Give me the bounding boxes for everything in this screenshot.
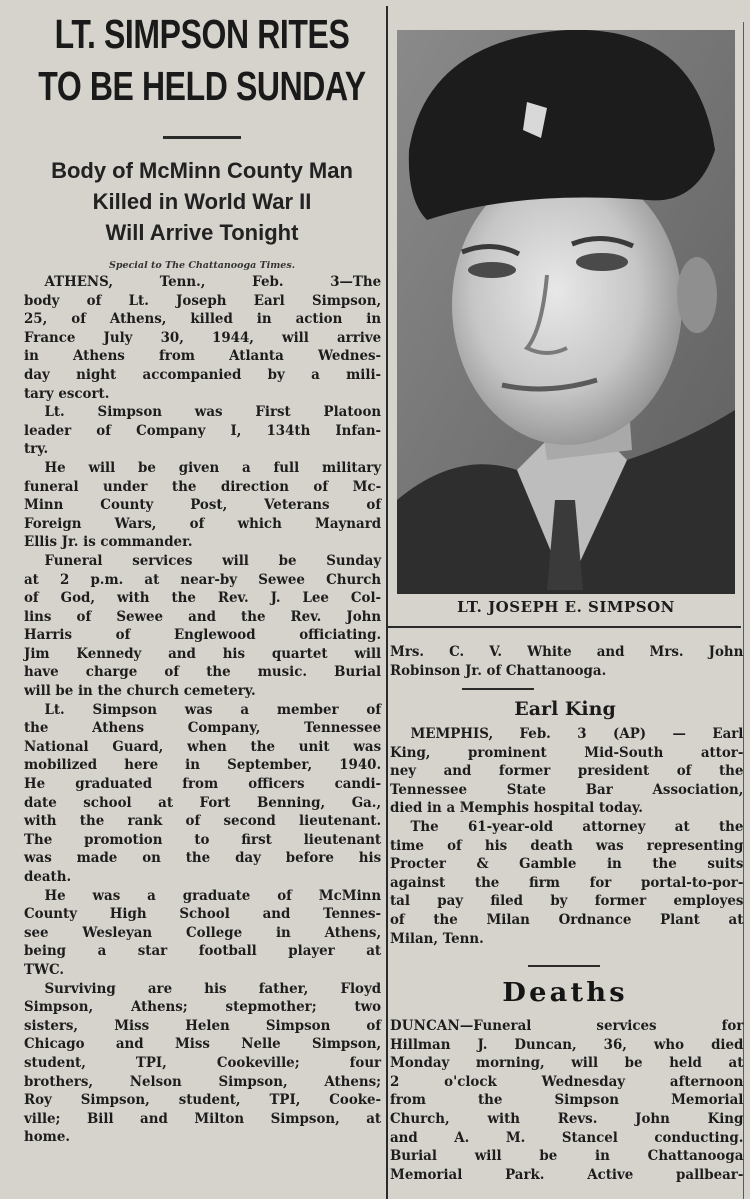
article-body — [24, 273, 381, 1147]
obituary-lead-rest: —Funeral services for — [459, 1017, 744, 1034]
article-paragraph — [24, 403, 381, 459]
earl-king-section — [390, 690, 750, 720]
text-line: Chicago and Miss Nelle Simpson, — [24, 1035, 382, 1053]
text-line: Surviving are his father, Floyd — [44, 979, 382, 997]
text-line: ATHENS, Tenn., Feb. 3—The — [44, 273, 382, 290]
text-line: The 61-year-old attorney at the — [410, 817, 744, 835]
text-line: ney and former president of the — [390, 762, 744, 780]
text-line: Funeral services will be Sunday — [44, 551, 382, 569]
article-paragraph — [390, 818, 743, 948]
text-line: leader of Company I, 134th Infan- — [24, 421, 382, 439]
caption-rule — [387, 626, 741, 628]
article-paragraph — [24, 273, 381, 403]
text-line: He was a graduate of McMinn — [44, 886, 382, 904]
text-line: 25, of Athens, killed in action in — [24, 310, 382, 328]
portrait-photo — [397, 30, 735, 594]
deaths-section — [390, 978, 750, 1008]
deaths-rule-top — [528, 965, 750, 967]
continued-paragraph — [390, 643, 743, 680]
headline-line: LT. SIMPSON RITES — [54, 11, 350, 57]
text-line: France July 30, 1944, will arrive — [24, 328, 382, 346]
text-line: Jim Kennedy and his quartet will — [24, 644, 382, 662]
text-line: tary escort. — [24, 384, 110, 402]
text-line: National Guard, when the unit was — [24, 737, 382, 755]
text-line: being a star football player at — [24, 942, 382, 960]
text-line: mobilized here in September, 1940. — [24, 756, 382, 774]
headline — [24, 8, 380, 112]
text-line: The promotion to first lieutenant — [24, 830, 382, 848]
text-line: with the rank of second lieutenant. — [24, 812, 382, 830]
text-line: ville; Bill and Milton Simpson, at — [24, 1109, 382, 1127]
text-line: King, prominent Mid-South attor- — [390, 743, 744, 761]
text-line: in Athens from Atlanta Wednes- — [24, 347, 382, 365]
earl-king-heading: Earl King — [514, 698, 616, 720]
photo-caption: LT. JOSEPH E. SIMPSON — [457, 598, 675, 616]
article-paragraph — [24, 980, 381, 1147]
text-line: lins of Sewee and the Rev. John — [24, 607, 382, 625]
text-line: Minn County Post, Veterans of — [24, 496, 382, 514]
column-rule — [386, 6, 388, 1199]
text-line: Memorial Park. Active pallbear- — [390, 1165, 744, 1183]
text-line: from the Simpson Memorial — [390, 1091, 744, 1109]
subheadline-line: Body of McMinn County Man — [51, 158, 353, 183]
text-line: at 2 p.m. at near-by Sewee Church — [24, 570, 382, 588]
text-line: Monday morning, will be held at — [390, 1054, 744, 1072]
subheadline — [24, 155, 380, 248]
text-line: death. — [24, 868, 72, 885]
text-line: have charge of the music. Burial — [24, 663, 382, 681]
subheadline-line: Killed in World War II — [92, 189, 312, 214]
text-line: Lt. Simpson was a member of — [44, 700, 382, 718]
section-rule — [528, 965, 600, 967]
text-line: funeral under the direction of Mc- — [24, 477, 382, 495]
text-line: Church, with Revs. John King — [390, 1109, 744, 1127]
obituary-paragraph — [390, 1017, 743, 1184]
text-line: of the Milan Ordnance Plant at — [390, 910, 744, 928]
text-line: student, TPI, Cookeville; four — [24, 1053, 382, 1071]
continued-text — [390, 643, 743, 680]
text-line: tal pay filed by former employes — [390, 892, 744, 910]
obituary-lead-name: DUNCAN — [390, 1017, 460, 1034]
text-line: sisters, Miss Helen Simpson of — [24, 1016, 382, 1034]
text-line: try. — [24, 440, 49, 458]
text-line: home. — [24, 1128, 71, 1146]
article-paragraph — [24, 701, 381, 887]
article-paragraph — [24, 887, 381, 980]
text-line: Harris of Englewood officiating. — [24, 626, 382, 644]
text-line: Lt. Simpson was First Platoon — [44, 403, 382, 421]
text-line: body of Lt. Joseph Earl Simpson, — [24, 291, 382, 309]
deaths-body — [390, 1017, 743, 1184]
text-line: the Athens Company, Tennessee — [24, 719, 382, 737]
headline-line: TO BE HELD SUNDAY — [38, 63, 366, 109]
special-credit: Special to The Chattanooga Times. — [108, 260, 296, 271]
text-line: Hillman J. Duncan, 36, who died — [390, 1035, 744, 1053]
deaths-heading: Deaths — [502, 978, 628, 1008]
text-line: County High School and Tennes- — [24, 905, 382, 923]
text-line: was made on the day before his — [24, 849, 382, 867]
article-paragraph — [24, 552, 381, 701]
article-paragraph — [390, 725, 743, 818]
text-line: Procter & Gamble in the suits — [390, 855, 744, 873]
text-line: TWC. — [24, 960, 65, 978]
simpson-article — [24, 8, 380, 1147]
text-line: date school at Fort Benning, Ga., — [24, 793, 382, 811]
soldier-portrait-image — [397, 30, 735, 594]
text-line: of God, with the Rev. J. Lee Col- — [24, 589, 382, 607]
earl-king-body — [390, 725, 743, 948]
text-line: 2 o'clock Wednesday afternoon — [390, 1072, 744, 1090]
text-line: day night accompanied by a mili- — [24, 365, 382, 383]
text-line: Burial will be in Chattanooga — [390, 1147, 744, 1165]
article-paragraph — [24, 459, 381, 552]
text-line: Robinson Jr. of Chattanooga. — [390, 661, 607, 679]
text-line: Simpson, Athens; stepmother; two — [24, 998, 382, 1016]
text-line: died in a Memphis hospital today. — [390, 799, 643, 817]
text-line: against the firm for portal-to-por- — [390, 873, 744, 891]
headline-rule — [163, 136, 241, 139]
text-line: Foreign Wars, of which Maynard — [24, 514, 382, 532]
text-line: Ellis Jr. is commander. — [24, 533, 193, 551]
text-line — [390, 1017, 743, 1036]
text-line: Tennessee State Bar Association, — [390, 780, 744, 798]
text-line: He graduated from officers candi- — [24, 775, 382, 793]
text-line: see Wesleyan College in Athens, — [24, 923, 382, 941]
text-line: MEMPHIS, Feb. 3 (AP) — Earl — [410, 725, 744, 742]
subheadline-line: Will Arrive Tonight — [105, 220, 299, 245]
text-line: time of his death was representing — [390, 836, 744, 854]
text-line: will be in the church cemetery. — [24, 682, 256, 700]
text-line: Mrs. C. V. White and Mrs. John — [390, 643, 744, 660]
text-line: brothers, Nelson Simpson, Athens; — [24, 1072, 382, 1090]
text-line: Roy Simpson, student, TPI, Cooke- — [24, 1091, 382, 1109]
text-line: Milan, Tenn. — [390, 929, 484, 947]
text-line: and A. M. Stancel conducting. — [390, 1128, 744, 1146]
text-line: He will be given a full military — [44, 458, 382, 476]
